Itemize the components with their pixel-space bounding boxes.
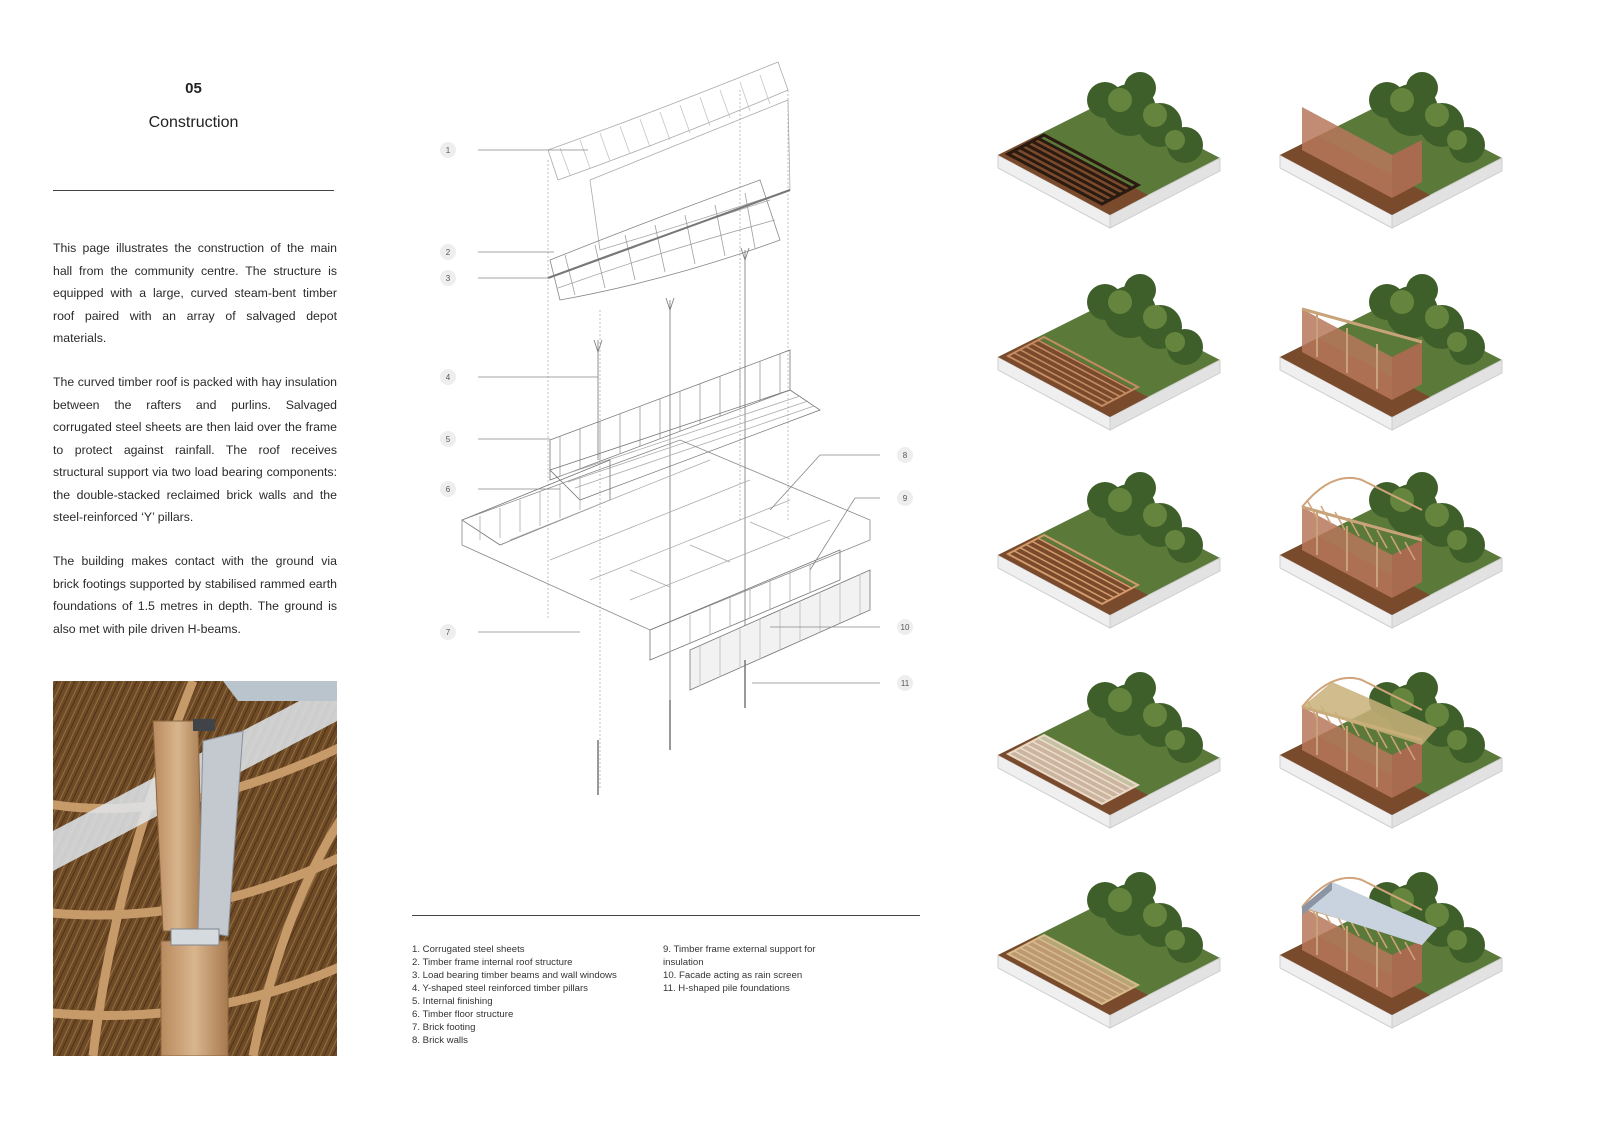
legend-item: 10. Facade acting as rain screen	[663, 970, 803, 981]
callout-8	[897, 447, 913, 463]
legend-item: 9. Timber frame external support for insulation	[663, 944, 816, 968]
legend-column-1	[412, 943, 652, 1047]
legend-item: 5. Internal finishing	[412, 996, 493, 1007]
description-paragraph-3: The building makes contact with the ground via brick footings supported by stabilised rammed earth foundations of 1.5 metres in depth. The ground is also met with pile driven H-beams.	[53, 554, 337, 636]
svg-text:9: 9	[902, 494, 908, 503]
stage-6-roof-ribs	[1272, 470, 1512, 660]
legend-item: 7. Brick footing	[412, 1022, 476, 1033]
legend-item: 8. Brick walls	[412, 1035, 468, 1046]
legend-item: 2. Timber frame internal roof structure	[412, 957, 573, 968]
legend-column-2	[663, 943, 853, 995]
svg-text:4: 4	[445, 373, 451, 382]
stage-4-pillars-and-beams	[1272, 272, 1512, 462]
svg-text:2: 2	[445, 248, 451, 257]
callout-2	[440, 244, 456, 260]
stage-10-steel-roof	[1272, 870, 1512, 1060]
exploded-axonometric-diagram	[400, 40, 940, 820]
stage-2-brick-walls	[1272, 70, 1512, 260]
svg-text:3: 3	[445, 274, 451, 283]
y-pillar-detail-photo	[53, 681, 337, 1056]
callout-6	[440, 481, 456, 497]
svg-text:6: 6	[445, 485, 451, 494]
callout-9	[897, 490, 913, 506]
stage-5-timber-floor	[990, 470, 1230, 660]
legend-divider	[412, 915, 920, 916]
legend-item: 11. H-shaped pile foundations	[663, 983, 790, 994]
description-paragraph-1: This page illustrates the construction of the main hall from the community centre. The structure is equipped with a large, curved steam-bent timber roof paired with an array of salvaged depot materials.	[53, 241, 337, 345]
callout-11	[897, 675, 913, 691]
svg-text:1: 1	[445, 146, 451, 155]
stage-3-foundation-outline	[990, 272, 1230, 462]
callout-10	[897, 619, 913, 635]
legend-item: 6. Timber floor structure	[412, 1009, 514, 1020]
callout-4	[440, 369, 456, 385]
stage-8-roof-insulation	[1272, 670, 1512, 860]
callout-3	[440, 270, 456, 286]
stage-1-footings-grid	[990, 70, 1230, 260]
stage-9-finished-floor	[990, 870, 1230, 1060]
svg-text:7: 7	[445, 628, 451, 637]
description-paragraph-2: The curved timber roof is packed with hay insulation between the rafters and purlins. Salvaged corrugated steel sheets are then laid over the frame to protect against rainfall. The roof receives structural support via two load bearing components: the double-stacked reclaimed brick walls and the steel-reinforced ‘Y’ pillars.	[53, 375, 337, 524]
callout-5	[440, 431, 456, 447]
section-number: 05	[185, 80, 202, 97]
legend-item: 3. Load bearing timber beams and wall windows	[412, 970, 617, 981]
callout-1	[440, 142, 456, 158]
page-title: Construction	[148, 114, 239, 131]
stage-7-floor-slats	[990, 670, 1230, 860]
legend-item: 1. Corrugated steel sheets	[412, 944, 525, 955]
svg-text:11: 11	[900, 679, 910, 688]
svg-text:8: 8	[902, 451, 908, 460]
callout-7	[440, 624, 456, 640]
svg-text:5: 5	[445, 435, 451, 444]
legend-item: 4. Y-shaped steel reinforced timber pillars	[412, 983, 588, 994]
divider	[53, 190, 334, 191]
svg-text:10: 10	[900, 623, 910, 632]
